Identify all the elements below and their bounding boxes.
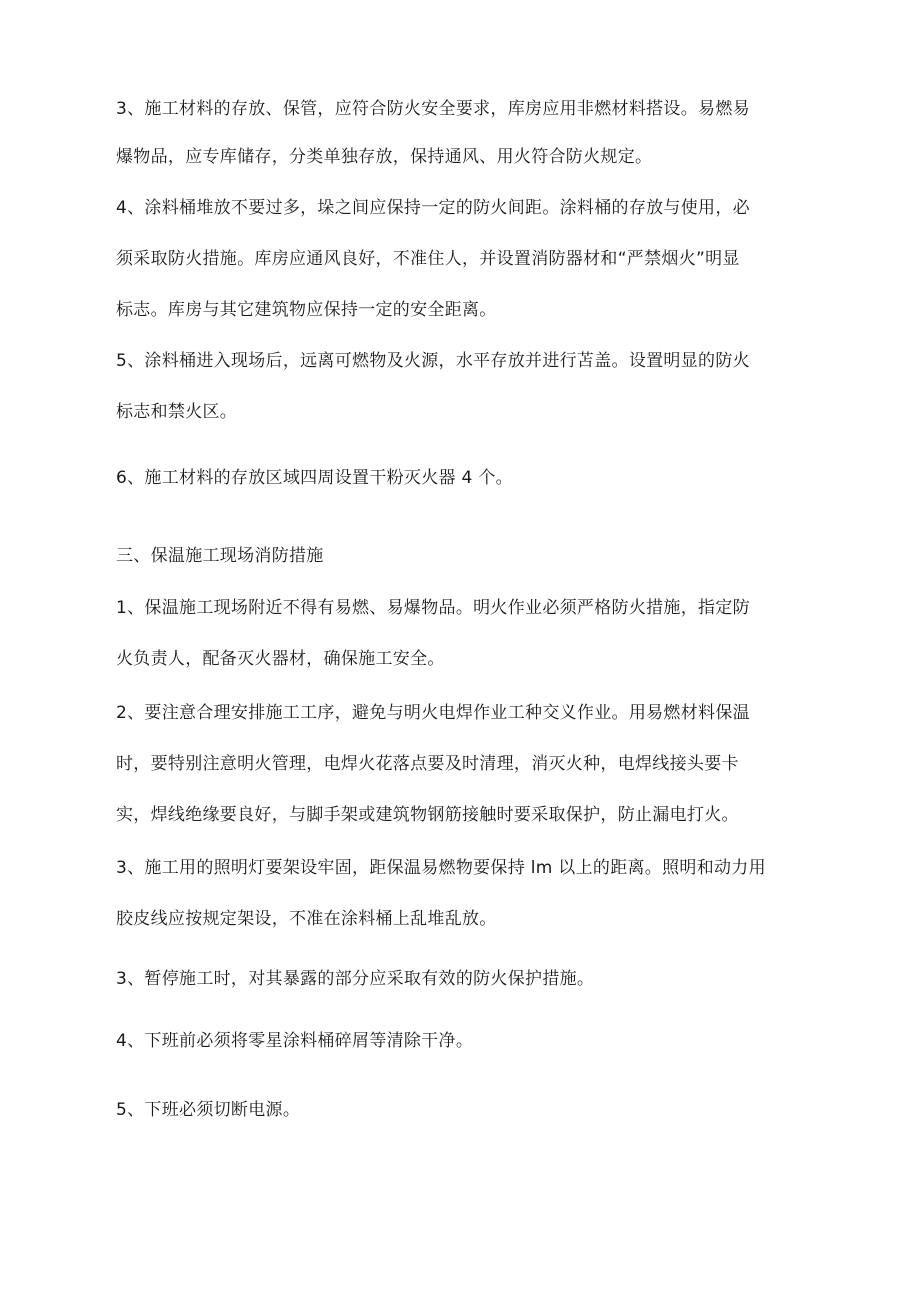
text-line: 胶皮线应按规定架设，不准在涂料桶上乱堆乱放。 (116, 909, 497, 929)
text-line: 标志。库房与其它建筑物应保持一定的安全距离。 (116, 300, 497, 320)
text-line: 标志和禁火区。 (116, 402, 238, 422)
text-line: 须采取防火措施。库房应通风良好，不准住人，并设置消防器材和“严禁烟火”明显 (116, 249, 740, 269)
text-line: 3、暂停施工时，对其暴露的部分应采取有效的防火保护措施。 (116, 969, 595, 989)
text-line: 4、下班前必须将零星涂料桶碎屑等清除干净。 (116, 1031, 474, 1051)
text-line: 火负责人，配备灭火器材，确保施工安全。 (116, 649, 445, 669)
text-line: 实，焊线绝缘要良好，与脚手架或建筑物钢筋接触时要采取保护，防止漏电打火。 (116, 805, 739, 825)
text-line: 4、涂料桶堆放不要过多，垛之间应保持一定的防火间距。涂料桶的存放与使用，必 (116, 198, 750, 218)
section-heading: 三、保温施工现场消防措施 (116, 546, 324, 566)
text-line: 时，要特别注意明火管理，电焊火花落点要及时清理，消灭火种，电焊线接头要卡 (116, 754, 739, 774)
text-line: 3、施工用的照明灯要架设牢固，距保温易燃物要保持 lm 以上的距离。照明和动力用 (116, 858, 766, 878)
text-line: 爆物品，应专库储存，分类单独存放，保持通风、用火符合防火规定。 (116, 147, 653, 167)
text-line: 5、下班必须切断电源。 (116, 1100, 301, 1120)
text-line: 6、施工材料的存放区域四周设置干粉灭火器 4 个。 (116, 468, 513, 488)
text-line: 1、保温施工现场附近不得有易燃、易爆物品。明火作业必须严格防火措施，指定防 (116, 598, 750, 618)
text-line: 3、施工材料的存放、保管，应符合防火安全要求，库房应用非燃材料搭设。易燃易 (116, 99, 750, 119)
text-line: 5、涂料桶进入现场后，远离可燃物及火源，水平存放并进行苫盖。设置明显的防火 (116, 351, 750, 371)
text-line: 2、要注意合理安排施工工序，避免与明火电焊作业工种交义作业。用易燃材料保温 (116, 703, 750, 723)
